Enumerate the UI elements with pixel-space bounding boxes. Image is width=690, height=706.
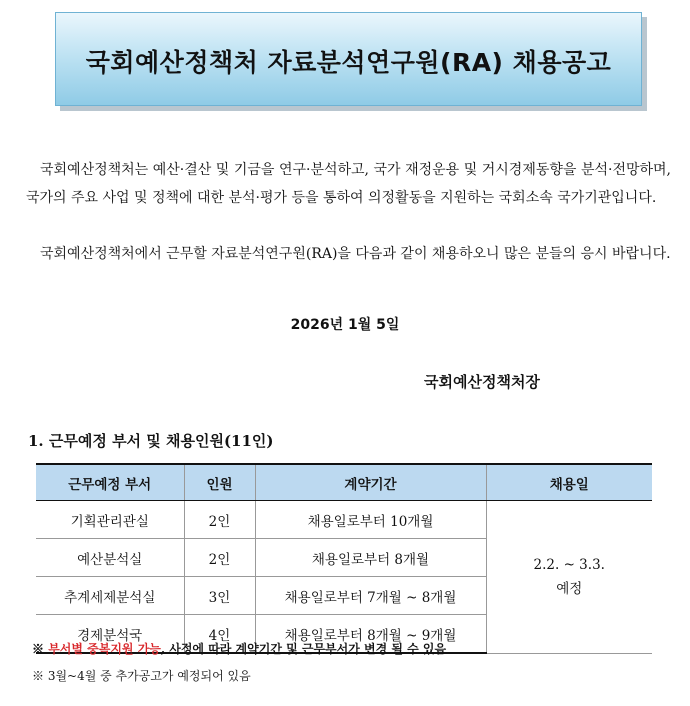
note-additional-notice: ※ 3월~4월 중 추가공고가 예정되어 있음 [32, 669, 251, 683]
period-cell: 채용일로부터 8개월 ~ 9개월 [255, 615, 486, 654]
table-header-row [36, 464, 652, 501]
title-banner [55, 12, 642, 106]
intro-paragraph-2: 국회예산정책처에서 근무할 자료분석연구원(RA)을 다음과 같이 채용하오니 많은 분들의 응시 바랍니다. [40, 246, 671, 262]
note-text: , 사정에 따라 계약기간 및 근무부서가 변경 될 수 있음 [160, 642, 447, 656]
dept-cell: 경제분석국 [36, 615, 184, 654]
period-cell: 채용일로부터 7개월 ~ 8개월 [255, 577, 486, 615]
count-cell: 3인 [184, 577, 255, 615]
hire-date-status: 예정 [556, 580, 583, 597]
header-period: 계약기간 [255, 464, 486, 501]
dept-cell: 예산분석실 [36, 539, 184, 577]
count-cell: 2인 [184, 539, 255, 577]
dept-cell: 기획관리관실 [36, 501, 184, 539]
signer-name: 국회예산정책처장 [424, 373, 540, 391]
note-mark: ※ [32, 642, 45, 656]
table-row [36, 501, 652, 539]
section-heading: 1. 근무예정 부서 및 채용인원(11인) [28, 432, 274, 450]
period-cell: 채용일로부터 10개월 [255, 501, 486, 539]
count-cell: 2인 [184, 501, 255, 539]
hire-date-range: 2.2. ~ 3.3. [533, 556, 605, 573]
period-cell: 채용일로부터 8개월 [255, 539, 486, 577]
notice-date: 2026년 1월 5일 [290, 317, 400, 333]
intro-paragraph-1: 국회예산정책처는 예산·결산 및 기금을 연구·분석하고, 국가 재정운용 및 거시경제동향을 분석·전망하며, 국가의 주요 사업 및 정책에 대한 분석·평가 등을 통하여 의정활동을 지원하는 국회소속 국가기관입니다. [26, 162, 671, 206]
dept-cell: 추계세제분석실 [36, 577, 184, 615]
hiring-table [36, 463, 652, 654]
hire-date-cell [486, 501, 652, 654]
header-hire-date: 채용일 [486, 464, 652, 501]
note-duplicate-application [32, 640, 446, 657]
note-highlight: 부서별 중복지원 가능 [48, 642, 161, 656]
count-cell: 4인 [184, 615, 255, 654]
header-count: 인원 [184, 464, 255, 501]
notice-title: 국회예산정책처 자료분석연구원(RA) 채용공고 [85, 48, 612, 77]
header-dept: 근무예정 부서 [36, 464, 184, 501]
